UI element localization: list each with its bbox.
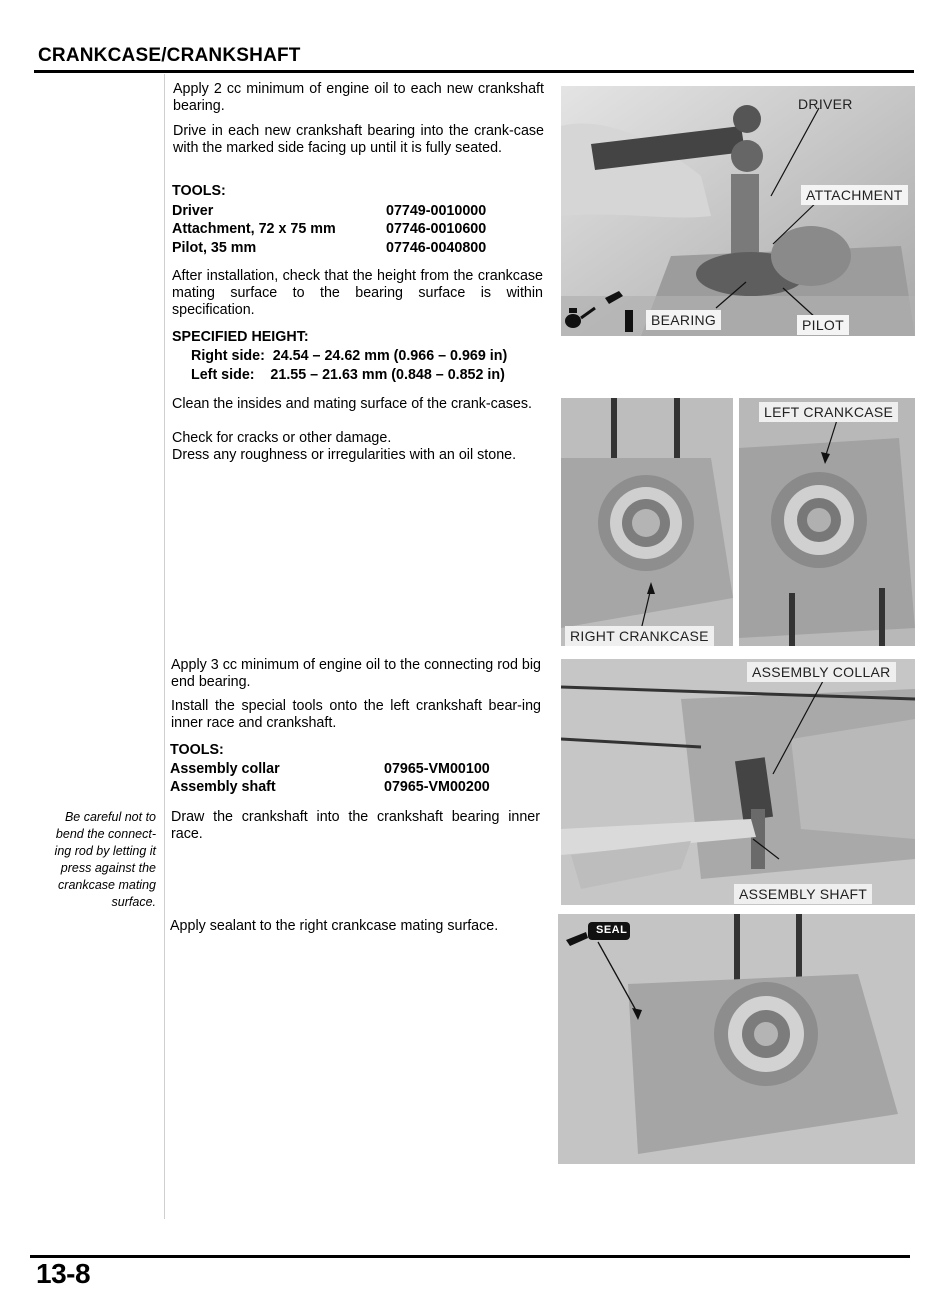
instruction-check-cracks: Check for cracks or other damage. [172, 430, 392, 446]
tool-row: Pilot, 35 mm 07746-0040800 [172, 239, 487, 256]
instruction-oil-big-end: Apply 3 cc minimum of engine oil to the connecting rod big end bearing. [171, 657, 541, 690]
instruction-drive-bearing: Drive in each new crankshaft bearing into the crank-case with the marked side facing up until it is fully seated. [173, 123, 544, 156]
label-bearing: BEARING [646, 310, 721, 330]
instruction-oil-bearing: Apply 2 cc minimum of engine oil to each new crankshaft bearing. [173, 81, 544, 114]
label-pilot: PILOT [797, 315, 849, 335]
figure-assembly-tools [561, 659, 915, 905]
label-driver: DRIVER [798, 96, 853, 112]
spec-heading: SPECIFIED HEIGHT: [172, 329, 309, 345]
instruction-clean: Clean the insides and mating surface of the crank-cases. [172, 396, 532, 412]
tool-row: Attachment, 72 x 75 mm 07746-0010600 [172, 221, 487, 238]
figure-left-crankcase [739, 398, 915, 646]
instruction-apply-sealant: Apply sealant to the right crankcase mating surface. [170, 918, 499, 934]
tool-row: Assembly collar 07965-VM00100 [170, 761, 490, 777]
label-right-crankcase: RIGHT CRANKCASE [565, 626, 714, 646]
tools-heading-2: TOOLS: [170, 742, 224, 758]
label-assembly-shaft: ASSEMBLY SHAFT [734, 884, 872, 904]
label-attachment: ATTACHMENT [801, 185, 908, 205]
figure-right-crankcase [561, 398, 733, 646]
margin-rule [164, 74, 165, 1219]
instruction-dress: Dress any roughness or irregularities with an oil stone. [172, 447, 517, 463]
page-title: CRANKCASE/CRANKSHAFT [38, 45, 301, 66]
page-number: 13-8 [36, 1258, 91, 1289]
header-rule [34, 70, 914, 73]
figure-apply-sealant [558, 914, 915, 1164]
seal-label: SEAL [596, 924, 628, 936]
tools-list [172, 202, 544, 257]
instruction-draw-crankshaft: Draw the crankshaft into the crankshaft bearing inner race. [171, 809, 540, 842]
label-left-crankcase: LEFT CRANKCASE [759, 402, 898, 422]
figure-bearing-install [561, 86, 915, 336]
tools-heading: TOOLS: [172, 183, 226, 199]
tools-list-2 [170, 760, 542, 797]
tool-row: Assembly shaft 07965-VM00200 [170, 779, 490, 796]
footer-rule [30, 1255, 910, 1258]
caution-note: Be careful not to bend the connect-ing rod by letting it press against the crankcase mating surface. [54, 810, 156, 909]
instruction-install-tools: Install the special tools onto the left crankshaft bear-ing inner race and crankshaft. [171, 698, 541, 731]
tool-row: Driver 07749-0010000 [172, 203, 487, 219]
label-assembly-collar: ASSEMBLY COLLAR [747, 662, 896, 682]
spec-left-side: Left side: 21.55 – 21.63 mm (0.848 – 0.852 in) [191, 367, 505, 383]
instruction-check-height: After installation, check that the height from the crankcase mating surface to the bearing surface is within specification. [172, 268, 543, 318]
spec-right-side: Right side: 24.54 – 24.62 mm (0.966 – 0.969 in) [191, 348, 508, 364]
